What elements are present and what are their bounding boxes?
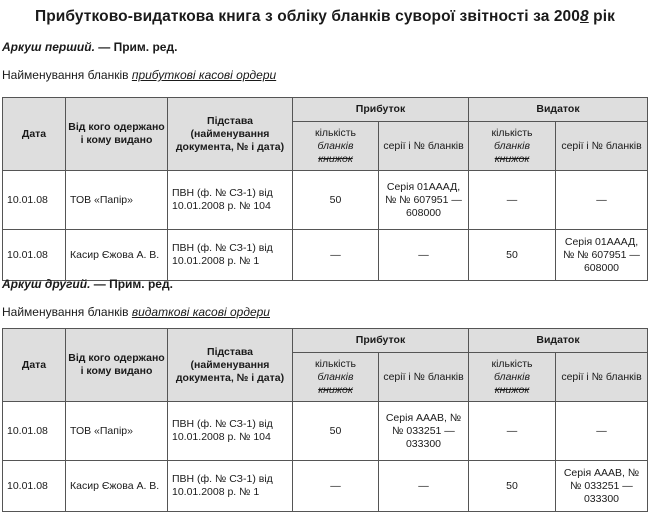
table-row [3,402,648,461]
header-income: Прибуток [293,98,469,122]
cell-income-series: Серія 01АААД, № № 607951 — 608000 [379,171,469,230]
header-expense-qty: кількість бланків книжок [469,122,556,171]
cell-basis: ПВН (ф. № СЗ-1) від 10.01.2008 р. № 1 [168,230,293,281]
header-date: Дата [3,98,66,171]
table-row [3,171,648,230]
sheet-1-heading: Аркуш перший. — Прим. ред. [2,40,178,54]
sheet-2-forms-value: видаткові касові ордери [131,305,270,319]
header-basis: Підстава (найменування документа, № і дата) [168,98,293,171]
cell-expense-qty: 50 [469,230,556,281]
cell-income-series: — [379,461,469,512]
cell-income-qty: — [293,230,379,281]
header-basis: Підстава (найменування документа, № і дата) [168,329,293,402]
cell-income-qty: 50 [293,402,379,461]
year-digit: 8 [580,8,589,25]
cell-expense-qty: 50 [469,461,556,512]
sheet-2-forms-line: Найменування бланків видаткові касові ордери [2,305,270,319]
cell-basis: ПВН (ф. № СЗ-1) від 10.01.2008 р. № 104 [168,402,293,461]
cell-party: ТОВ «Папір» [66,402,168,461]
cell-date: 10.01.08 [3,402,66,461]
cell-basis: ПВН (ф. № СЗ-1) від 10.01.2008 р. № 104 [168,171,293,230]
header-expense: Видаток [469,98,648,122]
header-from-to: Від кого одержано і кому видано [66,329,168,402]
table-row [3,230,648,281]
header-expense-qty: кількість бланків книжок [469,353,556,402]
sheet-1-forms-line: Найменування бланків прибуткові касові ордери [2,68,277,82]
table-row [3,461,648,512]
header-income: Прибуток [293,329,469,353]
page-title: Прибутково-видаткова книга з обліку бланків суворої звітності за 2008 рік [34,8,615,25]
cell-date: 10.01.08 [3,461,66,512]
cell-income-qty: 50 [293,171,379,230]
header-from-to: Від кого одержано і кому видано [66,98,168,171]
cell-party: Касир Єжова А. В. [66,230,168,281]
header-date: Дата [3,329,66,402]
header-expense-series: серії і № бланків [556,122,648,171]
header-income-qty: кількість бланків книжок [293,122,379,171]
cell-income-series: Серія АААВ, № № 033251 — 033300 [379,402,469,461]
cell-expense-qty: — [469,171,556,230]
header-expense: Видаток [469,329,648,353]
cell-expense-series: — [556,402,648,461]
cell-expense-series: Серія 01АААД, № № 607951 — 608000 [556,230,648,281]
sheet-1-table [2,97,648,281]
header-income-qty: кількість бланків книжок [293,353,379,402]
cell-income-series: — [379,230,469,281]
cell-party: ТОВ «Папір» [66,171,168,230]
sheet-1-forms-value: прибуткові касові ордери [131,68,277,82]
cell-expense-qty: — [469,402,556,461]
cell-basis: ПВН (ф. № СЗ-1) від 10.01.2008 р. № 1 [168,461,293,512]
sheet-2-heading: Аркуш другий. — Прим. ред. [2,277,173,291]
cell-income-qty: — [293,461,379,512]
cell-expense-series: — [556,171,648,230]
header-income-series: серії і № бланків [379,122,469,171]
cell-date: 10.01.08 [3,171,66,230]
cell-date: 10.01.08 [3,230,66,281]
cell-expense-series: Серія АААВ, № № 033251 — 033300 [556,461,648,512]
header-income-series: серії і № бланків [379,353,469,402]
sheet-2-table [2,328,648,512]
cell-party: Касир Єжова А. В. [66,461,168,512]
header-expense-series: серії і № бланків [556,353,648,402]
